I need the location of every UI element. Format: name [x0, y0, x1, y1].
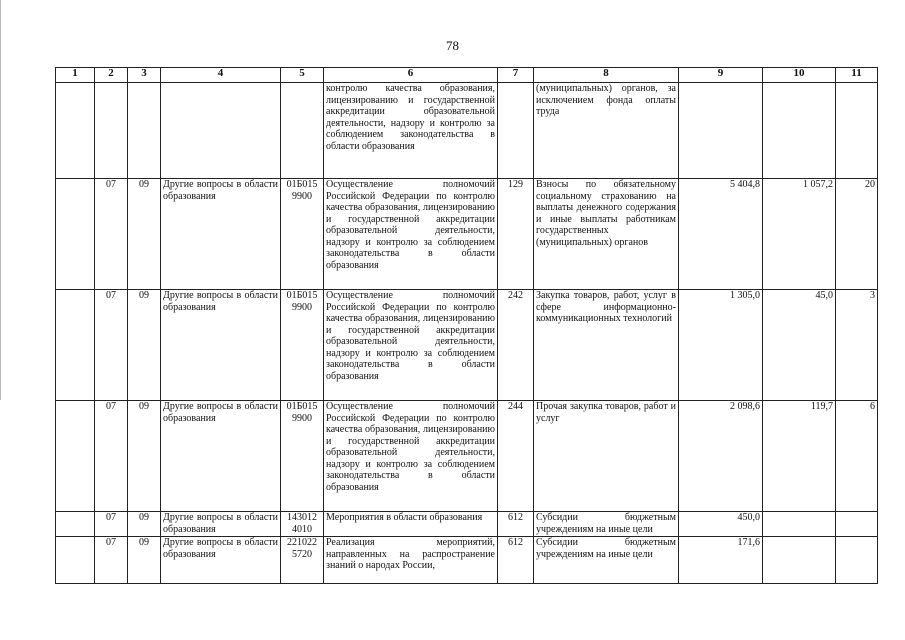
- cell-col1: [56, 179, 95, 290]
- cell-subsection: 09: [128, 179, 161, 290]
- cell-section: 07: [95, 512, 128, 537]
- column-header: 5: [281, 68, 324, 83]
- cell-amount-10: 45,0: [763, 290, 836, 401]
- cell-amount-9: 2 098,6: [679, 401, 763, 512]
- table-header-row: [56, 68, 878, 83]
- cell-subsection-name: Другие вопросы в области образования: [161, 401, 281, 512]
- cell-expense-name: Прочая закупка товаров, работ и услуг: [534, 401, 679, 512]
- cell-amount-10: 119,7: [763, 401, 836, 512]
- cell-col1: [56, 537, 95, 584]
- cell-amount-11: [836, 83, 878, 179]
- table-row: [56, 179, 878, 290]
- cell-amount-11: [836, 512, 878, 537]
- cell-amount-9: 1 305,0: [679, 290, 763, 401]
- column-header: 2: [95, 68, 128, 83]
- cell-subsection: 09: [128, 512, 161, 537]
- cell-amount-10: [763, 537, 836, 584]
- cell-section: 07: [95, 401, 128, 512]
- table-row: [56, 537, 878, 584]
- cell-amount-11: 20: [836, 179, 878, 290]
- cell-section: 07: [95, 537, 128, 584]
- cell-expense-type: 612: [498, 537, 534, 584]
- cell-amount-9: 450,0: [679, 512, 763, 537]
- cell-subsection-name: Другие вопросы в области образования: [161, 290, 281, 401]
- cell-amount-10: [763, 512, 836, 537]
- cell-target-code: 143012 4010: [281, 512, 324, 537]
- cell-subsection: 09: [128, 401, 161, 512]
- column-header: 3: [128, 68, 161, 83]
- cell-amount-10: [763, 83, 836, 179]
- cell-target-code: 01Б015 9900: [281, 290, 324, 401]
- cell-amount-9: 5 404,8: [679, 179, 763, 290]
- column-header: 4: [161, 68, 281, 83]
- cell-section: 07: [95, 179, 128, 290]
- cell-subsection: 09: [128, 537, 161, 584]
- cell-section: [95, 83, 128, 179]
- cell-col1: [56, 401, 95, 512]
- table-row: [56, 401, 878, 512]
- cell-expense-type: 242: [498, 290, 534, 401]
- column-header: 9: [679, 68, 763, 83]
- cell-expense-name: Взносы по обязательному социальному страхованию на выплаты денежного содержания и иные выплаты работникам государственных (муниципальных) органов: [534, 179, 679, 290]
- cell-amount-11: 3: [836, 290, 878, 401]
- cell-col1: [56, 290, 95, 401]
- cell-amount-10: 1 057,2: [763, 179, 836, 290]
- column-header: 10: [763, 68, 836, 83]
- table-row: [56, 512, 878, 537]
- cell-amount-9: [679, 83, 763, 179]
- cell-target-code: 01Б015 9900: [281, 401, 324, 512]
- scan-margin-line: [0, 0, 1, 400]
- cell-target-name: Реализация мероприятий, направленных на распространение знаний о народах России,: [324, 537, 498, 584]
- cell-section: 07: [95, 290, 128, 401]
- cell-target-name: Мероприятия в области образования: [324, 512, 498, 537]
- cell-expense-name: Субсидии бюджетным учреждениям на иные цели: [534, 512, 679, 537]
- cell-expense-type: 129: [498, 179, 534, 290]
- cell-col1: [56, 512, 95, 537]
- cell-expense-type: 612: [498, 512, 534, 537]
- cell-target-name: Осуществление полномочий Российской Федерации по контролю качества образования, лицензированию и государственной аккредитации образовательной деятельности, надзору и контролю за соблюдением законодательства в области образования: [324, 290, 498, 401]
- cell-expense-name: Закупка товаров, работ, услуг в сфере информационно-коммуникационных технологий: [534, 290, 679, 401]
- cell-target-name: контролю качества образования, лицензированию и государственной аккредитации образовательной деятельности, надзору и контролю за соблюдением законодательства в области образования: [324, 83, 498, 179]
- column-header: 7: [498, 68, 534, 83]
- cell-target-name: Осуществление полномочий Российской Федерации по контролю качества образования, лицензированию и государственной аккредитации образовательной деятельности, надзору и контролю за соблюдением законодательства в области образования: [324, 179, 498, 290]
- cell-amount-9: 171,6: [679, 537, 763, 584]
- table-row: [56, 83, 878, 179]
- cell-target-code: 01Б015 9900: [281, 179, 324, 290]
- cell-target-code: [281, 83, 324, 179]
- column-header: 6: [324, 68, 498, 83]
- cell-target-code: 221022 5720: [281, 537, 324, 584]
- cell-subsection: 09: [128, 290, 161, 401]
- column-header: 1: [56, 68, 95, 83]
- cell-expense-type: [498, 83, 534, 179]
- column-header: 11: [836, 68, 878, 83]
- cell-subsection-name: [161, 83, 281, 179]
- cell-expense-name: (муниципальных) органов, за исключением фонда оплаты труда: [534, 83, 679, 179]
- table-row: [56, 290, 878, 401]
- column-header: 8: [534, 68, 679, 83]
- cell-amount-11: [836, 537, 878, 584]
- cell-expense-name: Субсидии бюджетным учреждениям на иные цели: [534, 537, 679, 584]
- cell-subsection-name: Другие вопросы в области образования: [161, 179, 281, 290]
- cell-subsection: [128, 83, 161, 179]
- cell-amount-11: 6: [836, 401, 878, 512]
- cell-target-name: Осуществление полномочий Российской Федерации по контролю качества образования, лицензированию и государственной аккредитации образовательной деятельности, надзору и контролю за соблюдением законодательства в области образования: [324, 401, 498, 512]
- cell-subsection-name: Другие вопросы в области образования: [161, 512, 281, 537]
- cell-subsection-name: Другие вопросы в области образования: [161, 537, 281, 584]
- page-number: 78: [446, 38, 459, 53]
- cell-expense-type: 244: [498, 401, 534, 512]
- budget-table: [55, 67, 878, 584]
- cell-col1: [56, 83, 95, 179]
